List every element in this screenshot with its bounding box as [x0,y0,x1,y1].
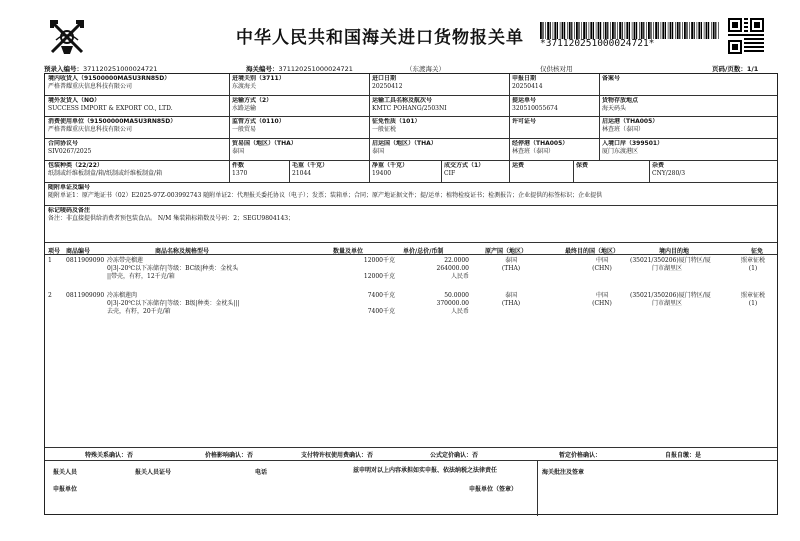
storage-cell: 货物存放地点 海天码头 [602,97,639,112]
customs-office: （东渡海关） [406,65,445,73]
package-cell: 包装种类（22/22） 纸制或纤维板制盒/箱/纸制或纤维板制盒/箱 [48,162,163,177]
goods-levy: 照章征税 (1) [740,257,765,272]
goods-levy: 照章征税 (1) [740,292,765,307]
price-influence-confirm: 价格影响确认：否 [205,452,254,459]
declarant-cert-label: 报关人员证号 [135,469,172,476]
pieces-cell: 件数 1370 [232,162,248,177]
supervision-cell: 监管方式（0110） 一般贸易 [232,118,285,133]
misc-fee-cell: 杂费 CNY/280/3 [652,162,686,177]
customs-number: 海关编号：371120251000024721 [246,65,353,73]
goods-no: 1 [48,257,52,264]
qr-code-icon [728,18,764,54]
header-quantity: 数量及单位 [333,248,364,255]
insurance-cell: 保费 [576,162,589,169]
header-item-no: 项号 [48,248,61,255]
header-hs-code: 商品编号 [66,248,91,255]
record-no-cell: 备案号 [602,75,621,82]
header-levy: 征免 [751,248,764,255]
bl-cell: 提运单号 320510055674 [512,97,558,112]
special-relation-confirm: 特殊关系确认：否 [85,452,134,459]
goods-domestic-destination: (35021/350206)厦门特区/厦 门市湖里区 [630,257,711,272]
verify-only-note: 仅供核对用 [540,65,573,73]
goods-origin: 泰国 (THA) [501,257,521,272]
header-price: 单价/总价/币制 [403,248,444,255]
deal-mode-cell: 成交方式（1） CIF [444,162,485,177]
user-unit-cell: 消费使用单位（91500000MA5U3RN85D） 严格普耀重庆信息科技有限公司 [48,118,177,133]
declare-unit-seal-label: 申报单位（签章） [469,486,518,493]
header-domestic-destination: 境内目的地 [659,248,690,255]
royalty-confirm: 支付特许权使用费确认：否 [301,452,374,459]
customs-approval-label: 海关批注及签章 [542,469,585,476]
freight-cell: 运费 [512,162,525,169]
goods-no: 2 [48,292,52,299]
gross-weight-cell: 毛重（千克） 21044 [292,162,329,177]
consignee-cell: 境内收货人（91500000MA5U3RN85D） 严格普耀重庆信息科技有限公司 [48,75,171,90]
provisional-price-confirm: 暂定价格确认： [559,452,602,459]
goods-destination: 中国 (CHN) [592,257,612,272]
document-title: 中华人民共和国海关进口货物报关单 [236,28,524,48]
goods-code: 0811909090 [66,292,105,299]
entry-port-cell: 进境关别（3711） 东渡海关 [232,75,285,90]
transport-mode-cell: 运输方式（2） 水路运输 [232,97,273,112]
page-info: 页码/页数：1/1 [712,65,759,73]
header-goods-name: 商品名称及规格型号 [155,248,210,255]
vessel-cell: 运输工具名称及航次号 KMTC POHANG/2503NI [372,97,447,112]
header-origin: 原产国（地区） [485,248,528,255]
trade-country-cell: 贸易国（地区）（THA） 泰国 [232,140,297,155]
goods-price: 50.0000 370000.00 人民币 [436,292,469,315]
entry-place-cell: 入境口岸（399501） 厦门东渡港区 [602,140,664,155]
declare-date-cell: 申报日期 20250414 [512,75,543,90]
goods-price: 22.0000 264000.00 人民币 [436,257,469,280]
goods-quantity: 7400千克 7400千克 [367,292,395,315]
formula-price-confirm: 公式定价确认：否 [430,452,479,459]
declarant-label: 报关人员 [53,469,78,476]
import-date-cell: 进口日期 20250412 [372,75,403,90]
customs-emblem-icon [46,16,88,58]
goods-name: 冷冻带壳榴莲 0|3|-20℃以下冻储存|等级：BC级|种类：金枕头 ||带壳，有籽，12千克/箱 [107,257,239,280]
self-pay-confirm: 自报自缴：是 [665,452,702,459]
barcode-icon [540,22,720,39]
goods-destination: 中国 (CHN) [592,292,612,307]
attached-docs-cell: 随附单证及编号 随附单证1：原产地证书（02）E2025-97Z-003992743 随附单证2：代理报关委托协议（电子）；发票；装箱单；合同；原产地证据文件；提/运单；植物检疫证书；检测报告；企业提供的标签标识；企业提供 [48,184,603,199]
phone-label: 电话 [255,469,268,476]
goods-origin: 泰国 (THA) [501,292,521,307]
goods-code: 0811909090 [66,257,105,264]
goods-domestic-destination: (35021/350206)厦门特区/厦 门市湖里区 [630,292,711,307]
contract-cell: 合同协议号 SIV0267/2025 [48,140,92,155]
declare-unit-label: 申报单位 [53,486,78,493]
levy-nature-cell: 征免性质（101） 一般征税 [372,118,421,133]
header-destination: 最终目的国（地区） [565,248,620,255]
goods-name: 冷冻榴莲肉 0|3|-20℃以下冻储存|等级：B级|种类：金枕头||| 去壳，有籽，20千克/箱 [107,292,240,315]
goods-quantity: 12000千克 12000千克 [363,257,395,280]
license-cell: 许可证号 [512,118,537,125]
declaration-statement: 兹申明对以上内容承担如实申报、依法纳税之法律责任 [353,467,498,474]
marks-remarks-cell: 标记唛码及备注 备注：非直接提供给消费者预包装食品。 N/M 集装箱标箱数及号码：2；SEGU9804143； [48,207,295,222]
origin-country-cell: 启运国（地区）（THA） 泰国 [372,140,437,155]
net-weight-cell: 净重（千克） 19400 [372,162,409,177]
transit-port-cell: 经停港（THA005） 林查班（泰国） [512,140,569,155]
declaration-form [44,73,778,515]
preentry-number: 预录入编号：371120251000024721 [44,65,158,73]
departure-port-cell: 启运港（THA005） 林查班（泰国） [602,118,659,133]
barcode-number: *371120251000024721* [540,38,655,49]
consignor-cell: 境外发货人（NO） SUCCESS IMPORT & EXPORT CO., LTD. [48,97,173,112]
